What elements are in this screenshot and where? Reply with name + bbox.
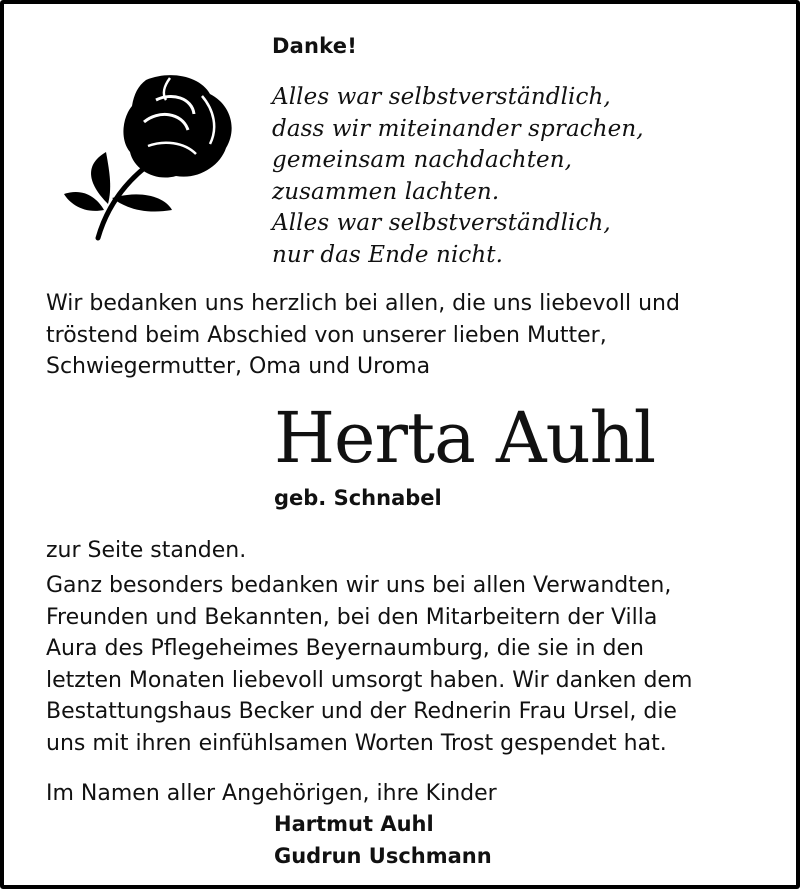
- poem-line: Alles war selbstverständlich,: [272, 84, 611, 110]
- text-line: Wir bedanken uns herzlich bei allen, die uns liebevoll und: [46, 291, 680, 316]
- poem-line: gemeinsam nachdachten,: [272, 147, 573, 173]
- poem-line: dass wir miteinander sprachen,: [272, 115, 644, 142]
- poem: [272, 82, 644, 271]
- thanks-paragraph: [46, 570, 692, 759]
- after-name-text: [46, 535, 246, 567]
- text-line: Aura des Pflegeheimes Beyernaumburg, die sie in den: [46, 636, 644, 661]
- poem-line: nur das Ende nicht.: [272, 241, 504, 268]
- heading: Danke!: [272, 34, 357, 58]
- text-line: Schwiegermutter, Oma und Uroma: [46, 354, 431, 379]
- text-line: zur Seite standen.: [46, 538, 247, 563]
- text-line: tröstend beim Abschied von unserer lieben Mutter,: [46, 322, 607, 348]
- intro-paragraph: [46, 288, 680, 383]
- text-line: Im Namen aller Angehörigen, ihre Kinder: [46, 781, 497, 806]
- deceased-name: Herta Auhl: [274, 397, 656, 479]
- signatory: Gudrun Uschmann: [274, 844, 492, 868]
- poem-line: Alles war selbstverständlich,: [272, 210, 611, 236]
- rose-icon: [60, 70, 240, 242]
- poem-line: zusammen lachten.: [272, 178, 500, 205]
- text-line: Bestattungshaus Becker und der Rednerin Frau Ursel, die: [46, 699, 677, 724]
- signatory: Hartmut Auhl: [274, 812, 434, 836]
- text-line: uns mit ihren einfühlsamen Worten Trost gespendet hat.: [46, 730, 667, 756]
- text-line: letzten Monaten liebevoll umsorgt haben. Wir danken dem: [46, 667, 693, 693]
- text-line: Ganz besonders bedanken wir uns bei allen Verwandten,: [46, 573, 672, 598]
- text-line: Freunden und Bekannten, bei den Mitarbeitern der Villa: [46, 604, 658, 630]
- maiden-name: geb. Schnabel: [274, 486, 442, 510]
- closing-line: [46, 778, 497, 810]
